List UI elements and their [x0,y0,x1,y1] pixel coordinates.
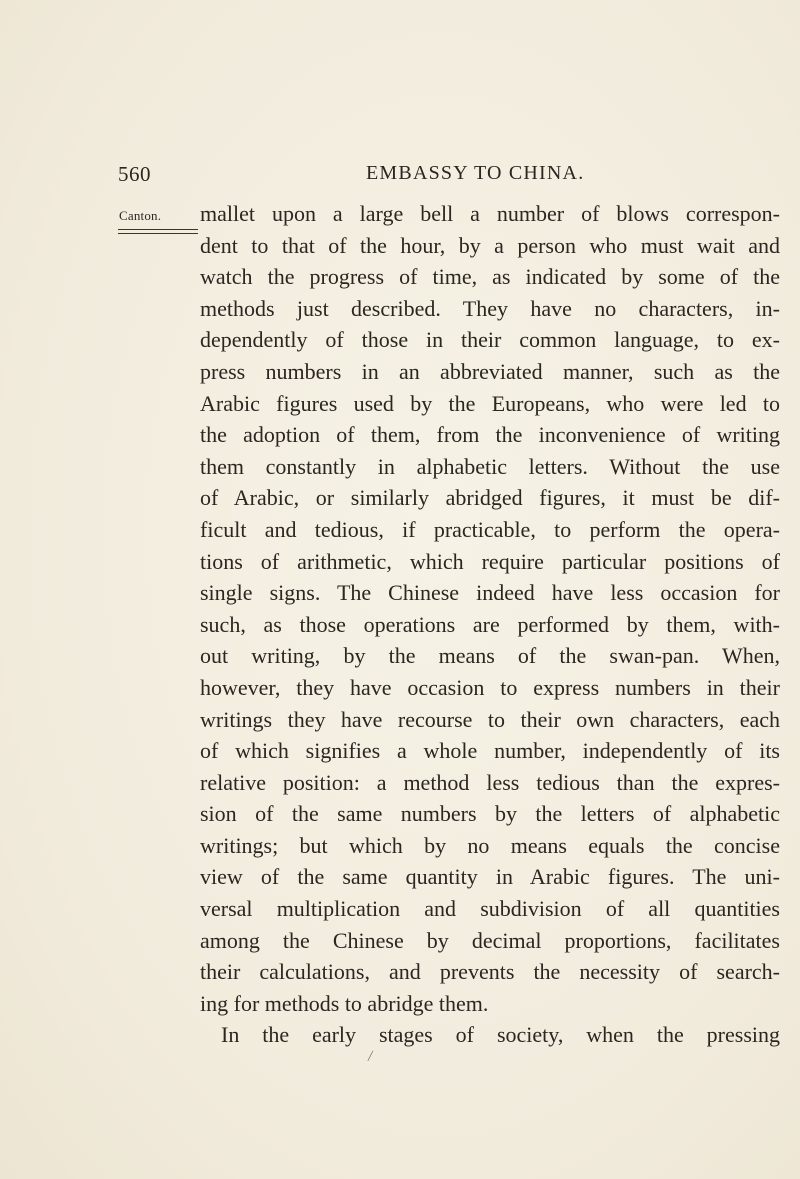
margin-rule [118,229,198,230]
body-text [200,198,780,1051]
text-line: writings; but which by no means equals the concise [200,832,780,858]
text-line: view of the same quantity in Arabic figures. The uni- [200,864,780,890]
text-line: out writing, by the means of the swan-pan. When, [200,643,780,669]
text-line: writings they have recourse to their own characters, each [200,706,780,732]
text-line: watch the progress of time, as indicated by some of the [200,264,780,290]
ink-mark: / [366,1047,374,1066]
margin-rule [118,233,198,234]
text-line: ing for methods to abridge them. [200,990,489,1016]
text-line: of which signifies a whole number, independently of its [200,738,780,764]
margin-note: Canton. [119,208,162,223]
text-line: Arabic figures used by the Europeans, who were led to [200,390,780,416]
text-line: sion of the same numbers by the letters of alphabetic [200,801,780,827]
text-line: such, as those operations are performed by them, with- [200,611,780,637]
text-line: mallet upon a large bell a number of blows correspon- [200,201,780,226]
text-line: methods just described. They have no characters, in- [200,295,780,321]
page-number: 560 [118,162,151,186]
text-line: the adoption of them, from the inconvenience of writing [200,422,780,448]
text-line: of Arabic, or similarly abridged figures, it must be dif- [200,485,780,511]
text-line: ficult and tedious, if practicable, to perform the opera- [200,516,780,542]
page-header [118,162,598,192]
text-line: dent to that of the hour, by a person who must wait and [200,232,780,258]
text-line: among the Chinese by decimal proportions, facilitates [200,927,780,953]
text-line: dependently of those in their common language, to ex- [200,327,780,353]
text-line: In the early stages of society, when the pressing [221,1022,780,1048]
text-line: them constantly in alphabetic letters. Without the use [200,453,780,479]
text-line: their calculations, and prevents the necessity of search- [200,959,780,985]
text-line: however, they have occasion to express numbers in their [200,674,780,700]
text-line: tions of arithmetic, which require particular positions of [200,548,780,574]
text-line: press numbers in an abbreviated manner, such as the [200,358,780,384]
text-line: versal multiplication and subdivision of all quantities [200,896,780,922]
running-title: EMBASSY TO CHINA. [366,162,585,184]
text-line: single signs. The Chinese indeed have less occasion for [200,580,780,606]
text-line: relative position: a method less tedious than the expres- [200,769,780,795]
